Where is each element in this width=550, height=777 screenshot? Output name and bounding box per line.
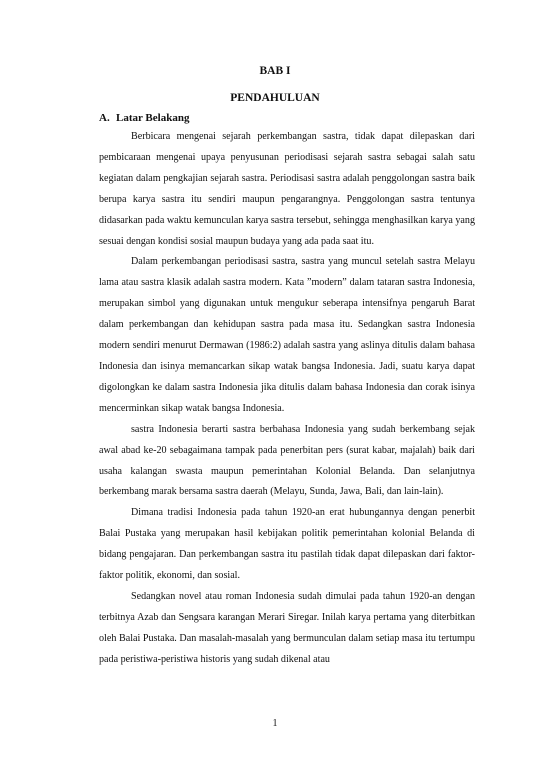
section-title: Latar Belakang bbox=[116, 112, 190, 124]
paragraph: Sedangkan novel atau roman Indonesia sudah dimulai pada tahun 1920-an dengan terbitnya Azab dan Sengsara karangan Merari Siregar. Inilah karya pertama yang diterbitkan oleh Balai Pustaka. Dan masalah-masalah yang bermunculan dalam setiap masa itu tertumpu pada peristiwa-peristiwa historis yang sudah dikenal atau bbox=[99, 590, 475, 665]
chapter-label: BAB I bbox=[259, 65, 291, 77]
paragraph: sastra Indonesia berarti sastra berbahasa Indonesia yang sudah berkembang sejak awal abad ke-20 sebagaimana tampak pada penerbitan pers (surat kabar, majalah) baik dari usaha kalangan swasta maupun pemerintahan Kolonial Belanda. Dan selanjutnya berkembang marak bersama sastra daerah (Melayu, Sunda, Jawa, Bali, dan lain-lain). bbox=[99, 423, 475, 498]
chapter-title: PENDAHULUAN bbox=[230, 92, 320, 104]
section-number: A. bbox=[99, 112, 110, 124]
body-text bbox=[99, 127, 475, 671]
page-number: 1 bbox=[272, 718, 278, 729]
paragraph: Dalam perkembangan periodisasi sastra, sastra yang muncul setelah sastra Melayu lama atau sastra klasik adalah sastra modern. Kata ”modern” dalam tataran sastra Indonesia, merupakan simbol yang digunakan untuk mengukur seberapa intensifnya pengaruh Barat dalam perkembangan dan kehidupan sastra pada masa itu. Sedangkan sastra Indonesia modern sendiri menurut Dermawan (1986:2) adalah sastra yang aslinya ditulis dalam bahasa Indonesia dan isinya memancarkan sikap watak bangsa Indonesia. Jadi, suatu karya dapat digolongkan ke dalam sastra Indonesia jika ditulis dalam bahasa Indonesia dan corak isinya mencerminkan sikap watak bangsa Indonesia. bbox=[99, 256, 475, 414]
paragraph: Dimana tradisi Indonesia pada tahun 1920-an erat hubungannya dengan penerbit Balai Pustaka yang merupakan hasil kebijakan politik pemerintahan kolonial Belanda di bidang pengajaran. Dan perkembangan sastra itu pastilah tidak dapat dilepaskan dari faktor-faktor politik, ekonomi, dan sosial. bbox=[99, 507, 475, 582]
section-heading bbox=[99, 111, 189, 125]
paragraph: Berbicara mengenai sejarah perkembangan sastra, tidak dapat dilepaskan dari pembicaraan mengenai upaya penyusunan periodisasi sejarah sastra sebagai salah satu kegiatan dalam pengkajian sejarah sastra. Periodisasi sastra adalah penggolongan sastra baik berupa karya sastra itu sendiri maupun pengarangnya. Penggolongan sastra tentunya didasarkan pada waktu kemunculan karya sastra tersebut, sehingga menghasilkan karya yang sesuai dengan kondisi sosial maupun budaya yang ada pada saat itu. bbox=[99, 131, 475, 247]
